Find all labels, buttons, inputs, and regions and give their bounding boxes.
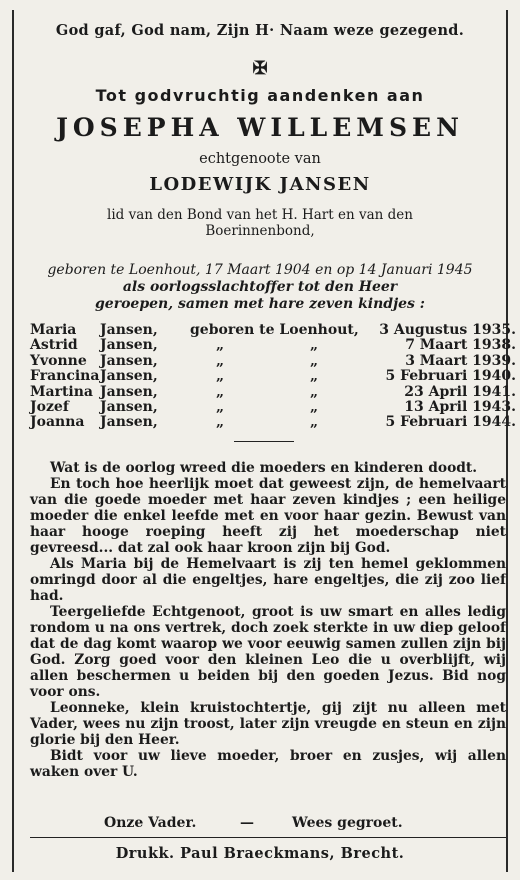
child-birth-date: 13 April 1943.	[404, 398, 516, 415]
spouse-label: echtgenoote van	[199, 151, 321, 167]
footer-separator	[30, 837, 506, 838]
ditto-mark: „	[310, 368, 319, 385]
membership-line-2: Boerinnenbond,	[205, 223, 315, 239]
child-birth-date: 5 Februari 1944.	[385, 414, 516, 431]
child-last-name: Jansen,	[100, 368, 158, 385]
blessing-line: God gaf, God nam, Zijn H· Naam weze gezegend.	[55, 22, 465, 39]
child-row	[30, 385, 516, 400]
ditto-mark: „	[216, 368, 225, 385]
child-birth-date: 7 Maart 1938.	[405, 337, 516, 354]
intro-text: Tot godvruchtig aandenken aan	[95, 86, 425, 105]
child-last-name: Jansen,	[100, 337, 158, 354]
ditto-mark: „	[310, 414, 319, 431]
child-birth-date: 23 April 1941.	[404, 383, 516, 400]
membership-line-1: lid van den Bond van het H. Hart en van den	[107, 207, 413, 223]
ditto-mark: „	[216, 414, 225, 431]
child-first-name: Yvonne	[30, 352, 87, 369]
ditto-mark: „	[216, 352, 225, 369]
paragraph: Leonneke, klein kruistochtertje, gij zijt nu alleen met Vader, wees nu zijn troost, later zijn vreugde en steun en zijn glorie bij den Heer.	[30, 700, 506, 748]
birth-death-line-1: geboren te Loenhout, 17 Maart 1904 en op 14 Januari 1945	[47, 262, 473, 278]
child-birth-date: 3 Augustus 1935.	[379, 322, 516, 338]
spouse-name: LODEWIJK JANSEN	[149, 174, 371, 195]
children-list	[30, 323, 516, 431]
paragraph: Als Maria bij de Hemelvaart is zij ten hemel geklommen omringd door al die engeltjes, hare engeltjes, die zij zoo lief had.	[30, 556, 506, 604]
cross-icon: ✠	[252, 58, 268, 79]
paragraph: Wat is de oorlog wreed die moeders en kinderen doodt.	[50, 460, 478, 476]
paragraph: Teergeliefde Echtgenoot, groot is uw smart en alles ledig rondom u na ons vertrek, doch zoek sterkte in uw diep geloof dat de dag komt waarop we voor eeuwig samen zullen zijn bij God. Zorg goed voor den kleinen Leo die u overblijft, wij allen beschermen u beiden bij den goeden Jezus. Bid nog voor ons.	[30, 604, 506, 700]
child-row	[30, 400, 516, 415]
membership	[0, 207, 520, 239]
memorial-text	[30, 460, 506, 780]
child-birth-date: 3 Maart 1939.	[405, 352, 516, 369]
ditto-mark: „	[310, 383, 319, 400]
child-row	[30, 338, 516, 353]
child-last-name: Jansen,	[100, 322, 158, 338]
separator-rule	[234, 441, 294, 442]
prayer-our-father: Onze Vader.	[104, 815, 197, 831]
child-first-name: Francina	[30, 368, 100, 385]
printer-credit: Drukk. Paul Braeckmans, Brecht.	[115, 845, 405, 862]
ditto-mark: „	[216, 383, 225, 400]
child-first-name: Maria	[30, 322, 77, 338]
child-last-name: Jansen,	[100, 352, 158, 369]
child-last-name: Jansen,	[100, 414, 158, 431]
child-first-name: Joanna	[30, 414, 85, 431]
child-first-name: Astrid	[30, 337, 78, 354]
child-birth-date: 5 Februari 1940.	[385, 368, 516, 385]
child-first-name: Jozef	[30, 398, 69, 415]
birth-death-line-2: als oorlogsslachtoffer tot den Heer	[122, 279, 398, 295]
prayer-hail-mary: Wees gegroet.	[292, 815, 403, 831]
child-row	[30, 415, 516, 430]
ditto-mark: „	[216, 337, 225, 354]
child-last-name: Jansen,	[100, 383, 158, 400]
ditto-mark: „	[216, 398, 225, 415]
ditto-mark: „	[310, 352, 319, 369]
paragraph: Bidt voor uw lieve moeder, broer en zusjes, wij allen waken over U.	[30, 748, 506, 780]
child-row	[30, 323, 516, 338]
child-row	[30, 354, 516, 369]
ditto-mark: „	[310, 337, 319, 354]
deceased-name: JOSEPHA WILLEMSEN	[56, 113, 464, 142]
child-birthplace: geboren te Loenhout,	[190, 322, 359, 338]
child-row	[30, 369, 516, 384]
prayer-dash: —	[240, 815, 254, 831]
birth-death-line-3: geroepen, samen met hare zeven kindjes :	[95, 296, 425, 312]
paragraph: En toch hoe heerlijk moet dat geweest zijn, de hemelvaart van die goede moeder met haar zeven kindjes ; een heilige moeder die enkel leefde met en voor haar gezin. Bewust van haar hooge roeping heeft zij het moederschap niet gevreesd... dat zal ook haar kroon zijn bij God.	[30, 476, 506, 556]
ditto-mark: „	[310, 398, 319, 415]
child-first-name: Martina	[30, 383, 93, 400]
birth-death-text	[0, 262, 520, 313]
child-last-name: Jansen,	[100, 398, 158, 415]
